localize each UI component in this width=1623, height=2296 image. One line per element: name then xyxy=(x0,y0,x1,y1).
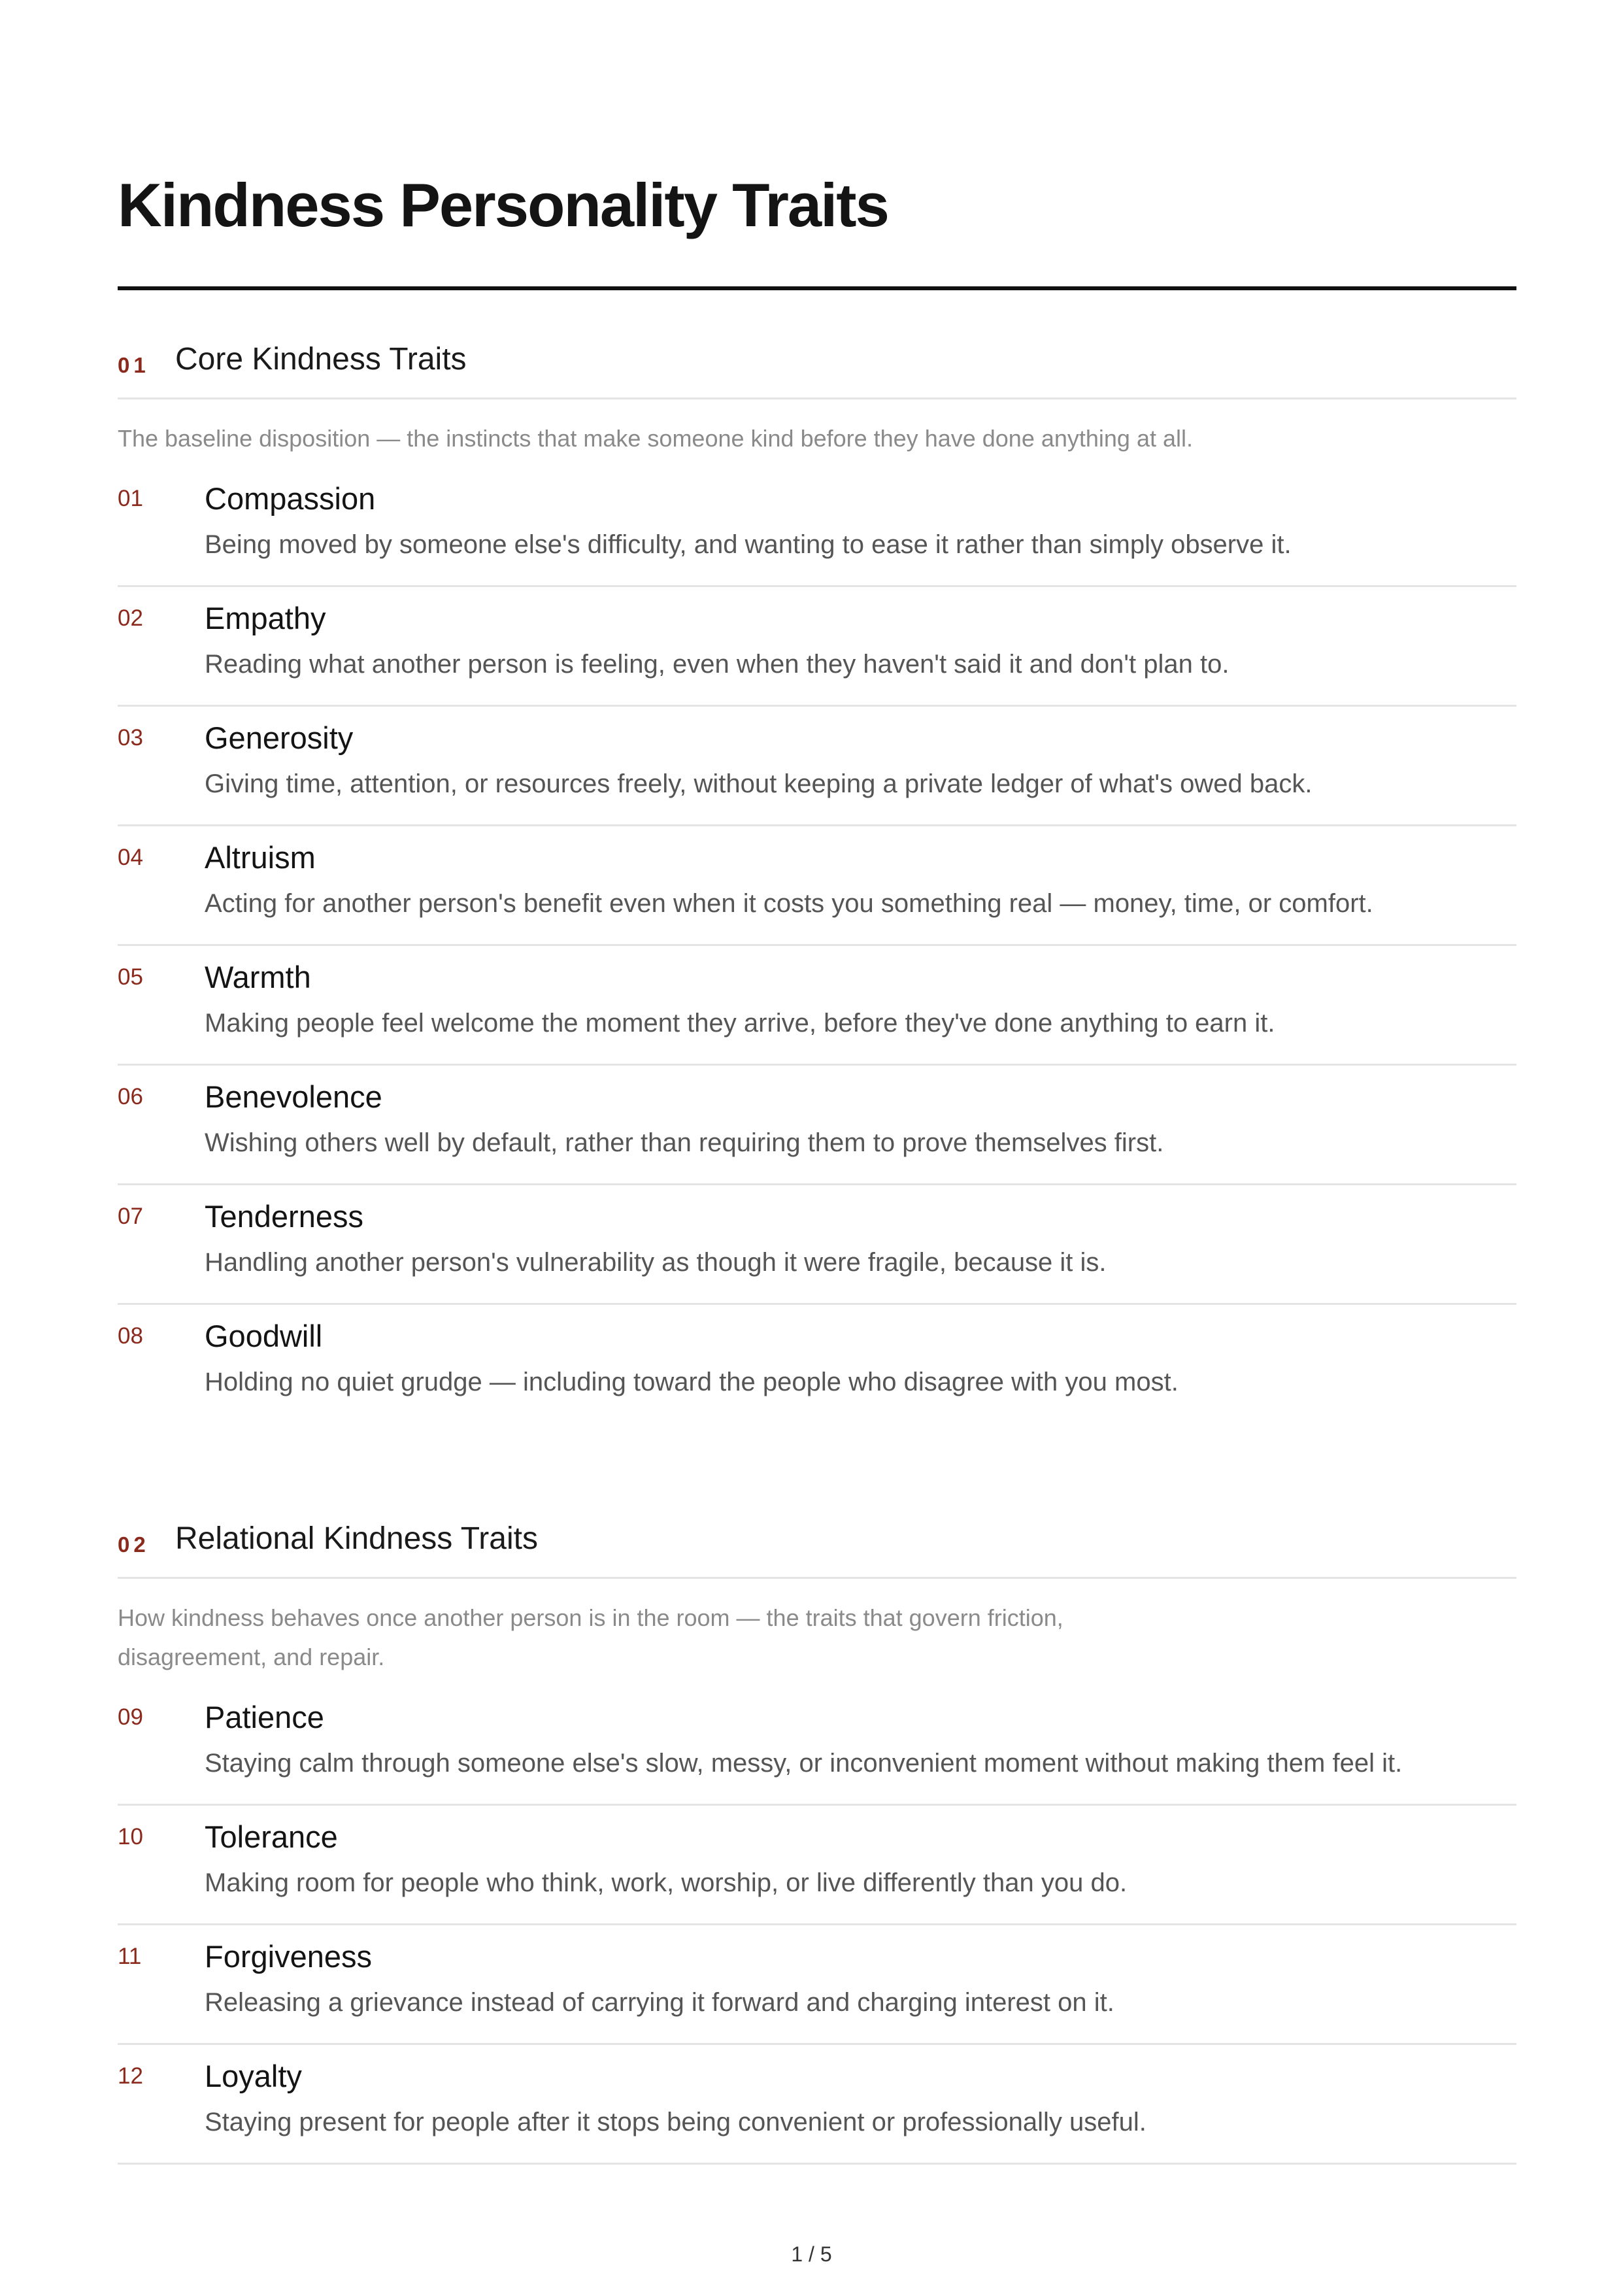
trait-description: Holding no quiet grudge — including toward the people who disagree with you most. xyxy=(205,1368,1179,1396)
trait-number: 12 xyxy=(118,2063,143,2089)
trait-number: 10 xyxy=(118,1824,143,1849)
trait-name: Compassion xyxy=(205,481,376,516)
trait-name: Loyalty xyxy=(205,2059,302,2093)
section-number: 02 xyxy=(118,1532,150,1557)
trait-item xyxy=(118,1305,1516,1425)
trait-item xyxy=(118,2045,1516,2165)
trait-name: Forgiveness xyxy=(205,1939,372,1974)
trait-item xyxy=(118,946,1516,1066)
section-number: 01 xyxy=(118,353,150,377)
trait-number: 02 xyxy=(118,605,143,631)
trait-item xyxy=(118,1686,1516,1806)
trait-number: 03 xyxy=(118,725,143,751)
page-indicator: 1 / 5 xyxy=(791,2242,832,2266)
trait-name: Altruism xyxy=(205,840,316,875)
trait-description: Staying present for people after it stops being convenient or professionally useful. xyxy=(205,2108,1146,2136)
section-relational-kindness xyxy=(118,1518,1516,2165)
trait-item xyxy=(118,467,1516,587)
trait-number: 09 xyxy=(118,1704,143,1730)
section-title: Core Kindness Traits xyxy=(175,342,467,377)
trait-description: Releasing a grievance instead of carrying it forward and charging interest on it. xyxy=(205,1988,1114,2017)
trait-item xyxy=(118,1066,1516,1185)
section-header xyxy=(118,1518,1516,1579)
trait-item xyxy=(118,587,1516,707)
trait-description: Acting for another person's benefit even when it costs you something real — money, time, or comfort. xyxy=(205,889,1373,918)
trait-list xyxy=(118,467,1516,1425)
trait-item xyxy=(118,707,1516,826)
trait-name: Warmth xyxy=(205,960,311,994)
trait-name: Empathy xyxy=(205,601,326,635)
trait-number: 05 xyxy=(118,964,143,990)
trait-number: 07 xyxy=(118,1204,143,1229)
trait-number: 01 xyxy=(118,486,143,511)
trait-item xyxy=(118,1185,1516,1305)
trait-description: Wishing others well by default, rather than requiring them to prove themselves first. xyxy=(205,1128,1164,1157)
trait-description: Giving time, attention, or resources freely, without keeping a private ledger of what's owed back. xyxy=(205,769,1313,798)
trait-name: Patience xyxy=(205,1700,324,1734)
trait-list xyxy=(118,1686,1516,2165)
trait-item xyxy=(118,1925,1516,2045)
trait-number: 06 xyxy=(118,1084,143,1109)
trait-number: 08 xyxy=(118,1323,143,1349)
trait-description: Staying calm through someone else's slow, messy, or inconvenient moment without making them feel it. xyxy=(205,1749,1403,1778)
trait-name: Goodwill xyxy=(205,1319,323,1353)
trait-description: Making room for people who think, work, worship, or live differently than you do. xyxy=(205,1868,1128,1897)
section-title: Relational Kindness Traits xyxy=(175,1521,538,1556)
section-header xyxy=(118,339,1516,399)
trait-description: Making people feel welcome the moment they arrive, before they've done anything to earn it. xyxy=(205,1009,1275,1038)
trait-number: 11 xyxy=(118,1944,142,1969)
trait-item xyxy=(118,826,1516,946)
trait-number: 04 xyxy=(118,845,143,870)
section-description: The baseline disposition — the instincts that make someone kind before they have done anything at all. xyxy=(118,425,1193,452)
trait-item xyxy=(118,1806,1516,1925)
trait-description: Being moved by someone else's difficulty, and wanting to ease it rather than simply observe it. xyxy=(205,530,1292,559)
title-divider xyxy=(118,286,1516,290)
trait-name: Tolerance xyxy=(205,1819,338,1854)
trait-description: Handling another person's vulnerability as though it were fragile, because it is. xyxy=(205,1248,1107,1277)
trait-description: Reading what another person is feeling, even when they haven't said it and don't plan to. xyxy=(205,650,1230,679)
page-title: Kindness Personality Traits xyxy=(118,171,888,239)
trait-name: Benevolence xyxy=(205,1079,382,1114)
trait-name: Tenderness xyxy=(205,1199,363,1234)
trait-name: Generosity xyxy=(205,720,354,755)
section-description: How kindness behaves once another person is in the room — the traits that govern friction, disagreement, and repair. xyxy=(118,1604,1063,1670)
section-core-kindness xyxy=(118,339,1516,1425)
